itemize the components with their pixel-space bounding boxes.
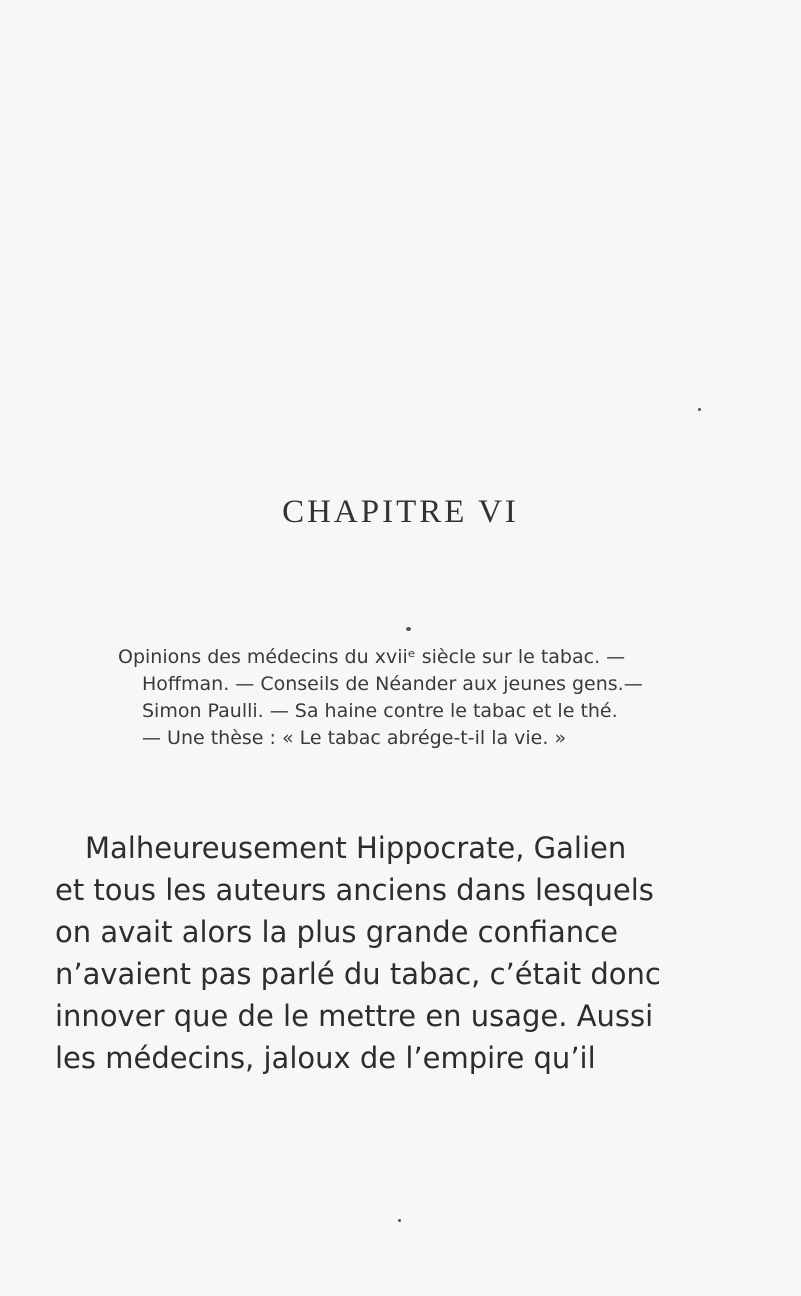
body-line: innover que de le mettre en usage. Aussi — [55, 999, 654, 1033]
body-line: Malheureusement Hippocrate, Galien — [85, 831, 627, 865]
chapter-title: CHAPITRE VI — [282, 494, 519, 530]
ink-speck — [406, 627, 411, 631]
summary-line: Simon Paulli. — Sa haine contre le tabac et le thé. — [142, 700, 618, 722]
body-paragraph — [55, 827, 745, 1079]
body-line: on avait alors la plus grande confiance — [55, 915, 618, 949]
body-line: n’avaient pas parlé du tabac, c’était donc — [55, 957, 661, 991]
body-line: les médecins, jaloux de l’empire qu’il — [55, 1041, 596, 1075]
chapter-summary — [118, 644, 678, 752]
summary-line: Opinions des médecins du xviiᵉ siècle sur le tabac. — — [118, 646, 626, 668]
ink-speck — [398, 1219, 401, 1222]
summary-line: Hoffman. — Conseils de Néander aux jeunes gens.— — [142, 673, 643, 695]
body-line: et tous les auteurs anciens dans lesquels — [55, 873, 654, 907]
summary-line: — Une thèse : « Le tabac abrége-t-il la vie. » — [142, 727, 567, 749]
ink-speck — [698, 408, 701, 411]
